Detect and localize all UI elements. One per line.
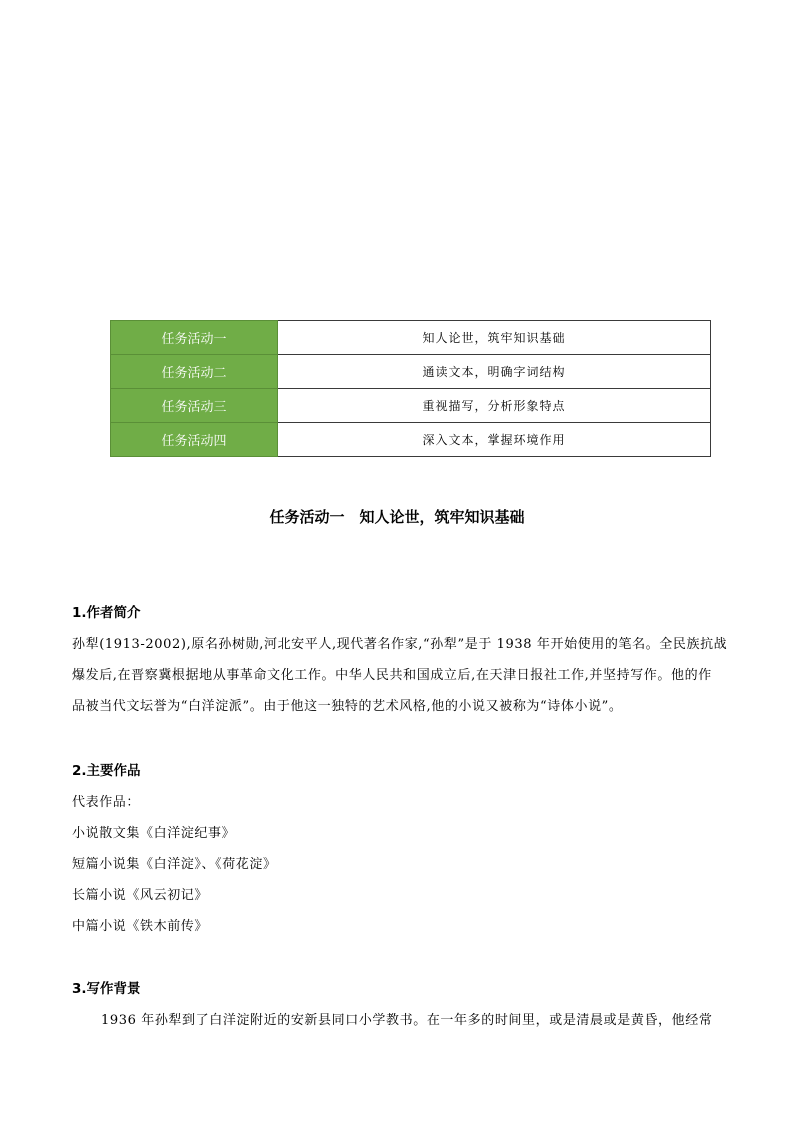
task-label: 任务活动四 (111, 423, 278, 457)
works-line: 长篇小说《风云初记》 (72, 888, 209, 903)
author-line: 孙犁(1913-2002),原名孙树勋,河北安平人,现代著名作家,“孙犁”是于 1938 年开始使用的笔名。全民族抗战 (72, 637, 728, 652)
works-line: 中篇小说《铁木前传》 (72, 919, 209, 934)
works-line: 代表作品： (72, 795, 141, 810)
works-line: 短篇小说集《白洋淀》、《荷花淀》 (72, 857, 277, 872)
author-line: 品被当代文坛誉为“白洋淀派”。由于他这一独特的艺术风格,他的小说又被称为“诗体小说”。 (72, 699, 623, 714)
task-description: 重视描写，分析形象特点 (278, 389, 711, 423)
table-row (111, 389, 711, 423)
task-description: 深入文本，掌握环境作用 (278, 423, 711, 457)
table-row (111, 355, 711, 389)
background-heading: 3.写作背景 (72, 981, 141, 997)
task-description: 知人论世，筑牢知识基础 (278, 321, 711, 355)
works-heading: 2.主要作品 (72, 763, 141, 779)
task-label: 任务活动一 (111, 321, 278, 355)
task-activity-table (110, 320, 711, 457)
works-line: 小说散文集《白洋淀纪事》 (72, 826, 236, 841)
author-line: 爆发后,在晋察冀根据地从事革命文化工作。中华人民共和国成立后,在天津日报社工作,并坚持写作。他的作 (72, 668, 712, 683)
background-line: 1936 年孙犁到了白洋淀附近的安新县同口小学教书。在一年多的时间里，或是清晨或是黄昏，他经常 (101, 1013, 713, 1028)
task-label: 任务活动三 (111, 389, 278, 423)
section-title: 任务活动一 知人论世，筑牢知识基础 (269, 508, 525, 526)
task-description: 通读文本，明确字词结构 (278, 355, 711, 389)
task-label: 任务活动二 (111, 355, 278, 389)
table-row (111, 321, 711, 355)
table-row (111, 423, 711, 457)
author-heading: 1.作者简介 (72, 605, 141, 621)
